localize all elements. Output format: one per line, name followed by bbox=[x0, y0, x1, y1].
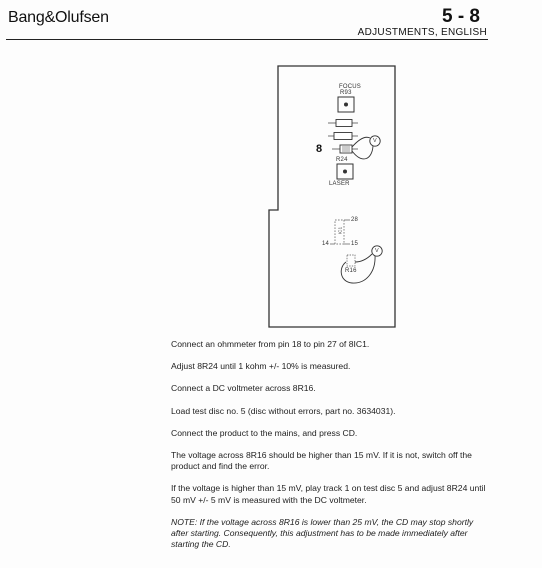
ic1-label: IC1 bbox=[337, 226, 343, 235]
ic-pin-28-label: 28 bbox=[351, 217, 359, 223]
brand-logo: Bang&Olufsen bbox=[8, 9, 109, 26]
resistor-1 bbox=[336, 120, 352, 127]
instruction-step: Connect the product to the mains, and press CD. bbox=[171, 427, 358, 438]
r16-outline bbox=[347, 255, 355, 266]
focus-pot-wiper bbox=[344, 103, 348, 107]
instruction-step: Adjust 8R24 until 1 kohm +/- 10% is measured. bbox=[171, 361, 351, 372]
instruction-step: Connect a DC voltmeter across 8R16. bbox=[171, 383, 316, 394]
ic-pin-15-label: 15 bbox=[351, 241, 359, 247]
board-outline bbox=[269, 66, 395, 327]
instruction-step: Connect an ohmmeter from pin 18 to pin 27 of 8IC1. bbox=[171, 339, 370, 349]
page-number: 5 - 8 bbox=[441, 6, 480, 27]
focus-label: FOCUS bbox=[339, 84, 361, 90]
meter-1-lead-2 bbox=[352, 146, 373, 159]
r16-label: R16 bbox=[345, 268, 357, 274]
instruction-step: If the voltage is higher than 15 mV, play track 1 on test disc 5 and adjust 8R24 until 50 mV +/- 5 mV is measured with the DC voltmeter. bbox=[171, 483, 486, 505]
meter-1-symbol: V bbox=[373, 138, 377, 144]
step-marker: 8 bbox=[316, 143, 323, 155]
instruction-step: Load test disc no. 5 (disc without errors, part no. 3634031). bbox=[171, 405, 396, 416]
meter-1-lead bbox=[352, 137, 370, 147]
focus-ref-label: R93 bbox=[340, 90, 352, 96]
laser-pot-wiper bbox=[343, 170, 347, 174]
resistor-2 bbox=[334, 133, 352, 140]
r24-label: R24 bbox=[336, 157, 348, 163]
ic-pin-14-label: 14 bbox=[322, 241, 330, 247]
instruction-note: NOTE: If the voltage across 8R16 is lower than 25 mV, the CD may stop shortly after starting. Consequently, this adjustment has to be made immediately after starting the CD. bbox=[171, 516, 474, 550]
meter-2-lead-2 bbox=[355, 254, 372, 262]
section-title: ADJUSTMENTS, ENGLISH bbox=[357, 27, 487, 38]
adjustment-instructions bbox=[171, 339, 491, 561]
instruction-step: The voltage across 8R16 should be higher than 15 mV. If it is not, switch off the product and find the error. bbox=[171, 450, 472, 472]
laser-label: LASER bbox=[329, 181, 350, 187]
meter-2-symbol: V bbox=[375, 248, 379, 254]
